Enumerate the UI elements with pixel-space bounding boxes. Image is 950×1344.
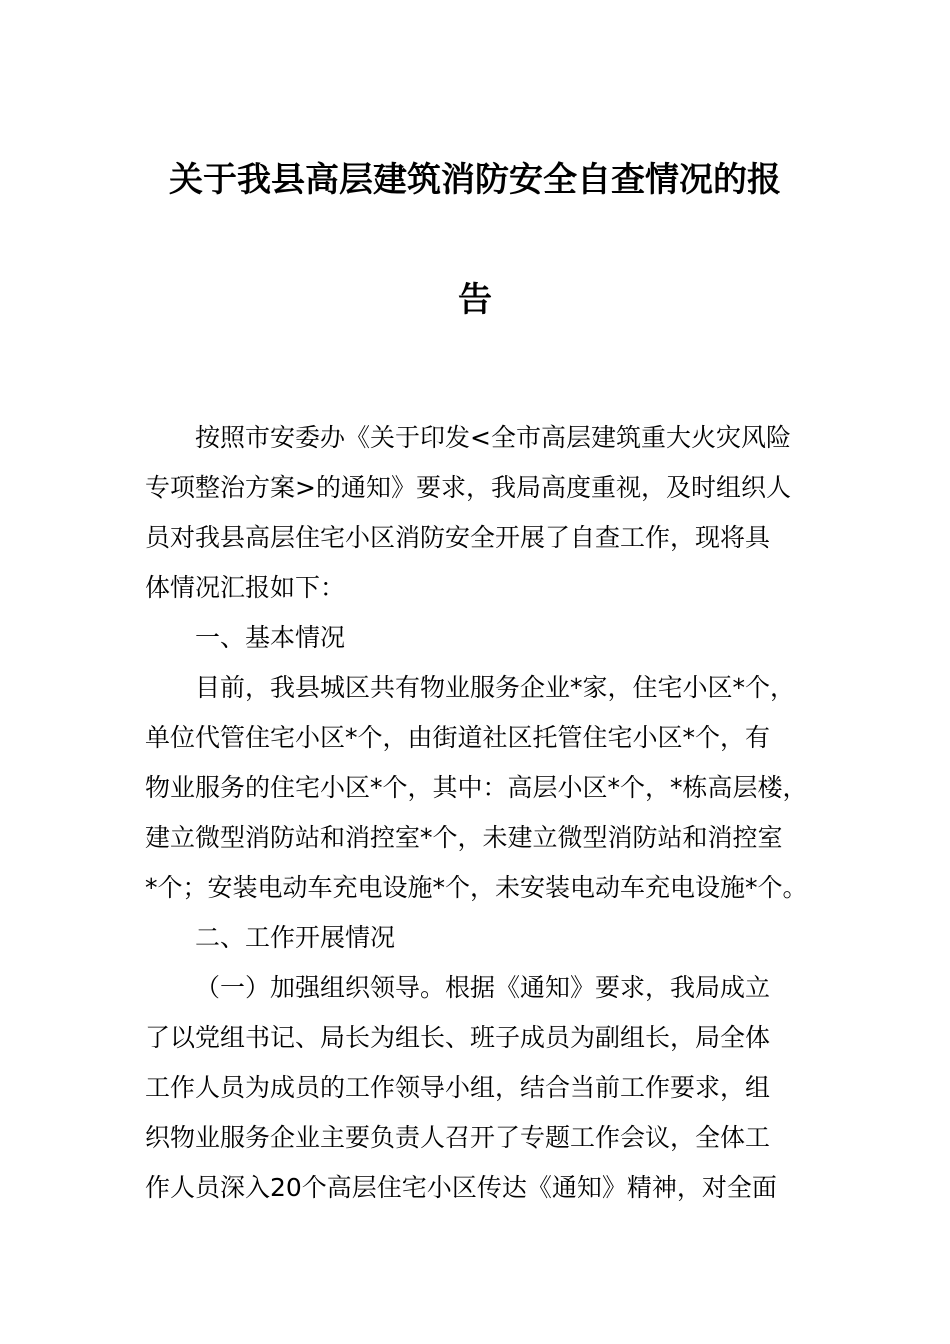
section-heading-basic: 一、基本情况: [195, 623, 346, 652]
paragraph-line: 目前，我县城区共有物业服务企业*家，住宅小区*个，: [195, 673, 796, 702]
paragraph-line: 建立微型消防站和消控室*个，未建立微型消防站和消控室: [145, 823, 783, 852]
paragraph-line: 单位代管住宅小区*个，由街道社区托管住宅小区*个，有: [145, 723, 771, 752]
paragraph-line: 了以党组书记、局长为组长、班子成员为副组长，局全体: [145, 1023, 771, 1052]
paragraph-line: 按照市安委办《关于印发<全市高层建筑重大火灾风险: [195, 423, 791, 452]
paragraph-line: （一）加强组织领导。根据《通知》要求，我局成立: [195, 973, 771, 1002]
paragraph-line: 工作人员为成员的工作领导小组，结合当前工作要求，组: [145, 1073, 771, 1102]
document-title-line-2: 告: [458, 280, 492, 320]
paragraph-line: 员对我县高层住宅小区消防安全开展了自查工作，现将具: [145, 523, 771, 552]
paragraph-line: 体情况汇报如下：: [145, 573, 346, 602]
paragraph-line: 织物业服务企业主要负责人召开了专题工作会议，全体工: [145, 1123, 771, 1152]
paragraph-line: *个；安装电动车充电设施*个，未安装电动车充电设施*个。: [145, 873, 808, 902]
paragraph-line: 物业服务的住宅小区*个，其中：高层小区*个，*栋高层楼，: [145, 773, 808, 802]
section-heading-work: 二、工作开展情况: [195, 923, 396, 952]
paragraph-line: 专项整治方案>的通知》要求，我局高度重视，及时组织人: [145, 473, 791, 502]
paragraph-line: 作人员深入20个高层住宅小区传达《通知》精神，对全面: [145, 1173, 777, 1202]
document-title-line-1: 关于我县高层建筑消防安全自查情况的报: [169, 160, 781, 200]
